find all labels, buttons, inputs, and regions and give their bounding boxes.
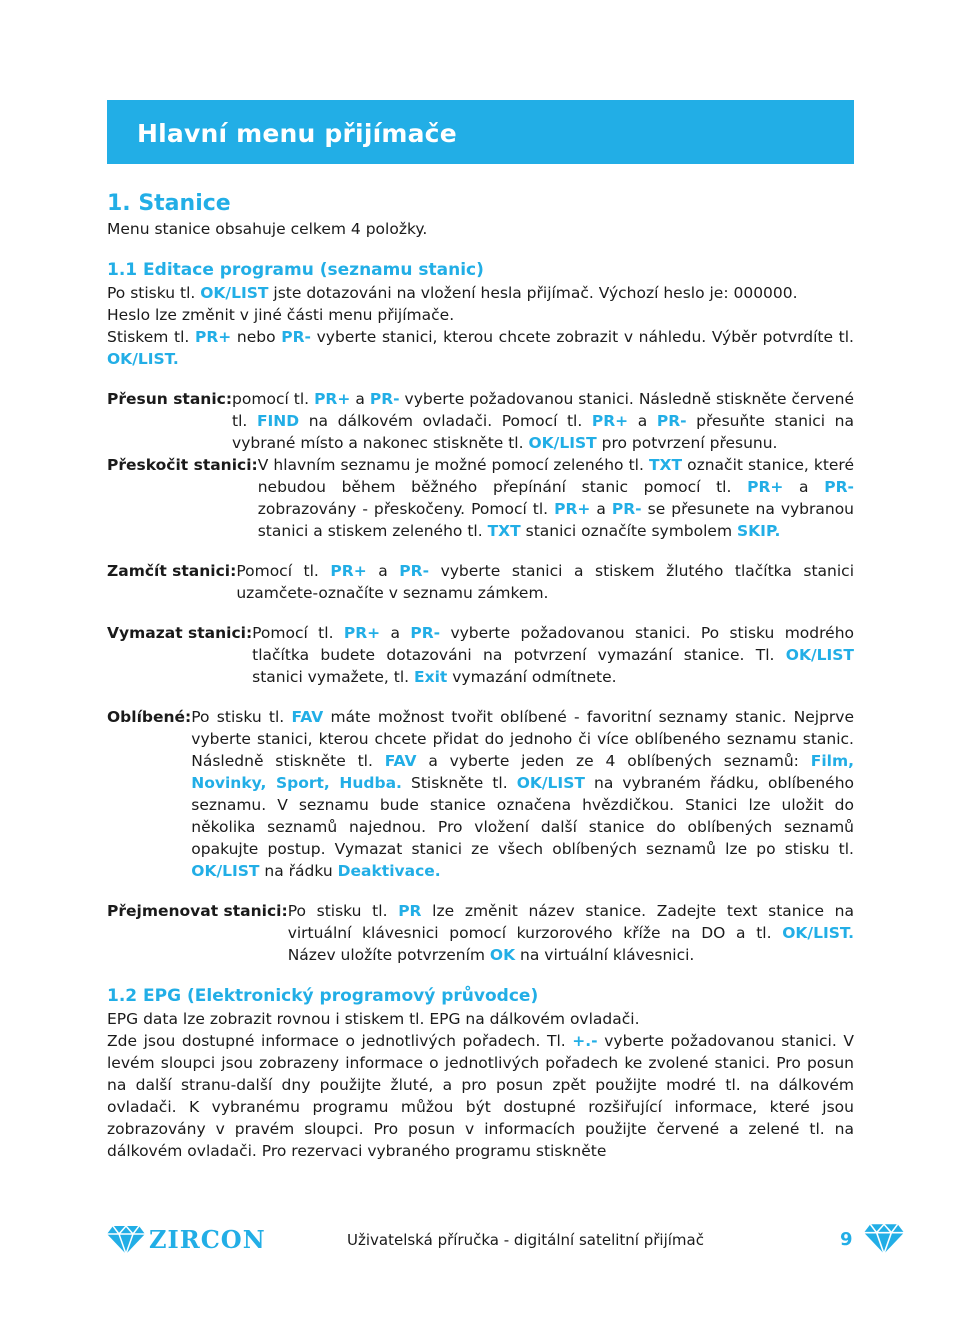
- definition-vymazat: [107, 622, 854, 688]
- definition-preskocit: [107, 454, 854, 542]
- term-vymazat: Vymazat stanici:: [107, 624, 253, 642]
- diamond-icon: [107, 1226, 145, 1254]
- term-oblibene: Oblíbené:: [107, 708, 192, 726]
- definition-presun: [107, 388, 854, 454]
- definition-oblibene: [107, 706, 854, 882]
- header-banner: [107, 100, 854, 164]
- term-presun: Přesun stanic:: [107, 390, 233, 408]
- definition-prejmenovat: [107, 900, 854, 966]
- editace-para-3: Stiskem tl. PR+ nebo PR- vyberte stanici, kterou chcete zobrazit v náhledu. Výběr potvrdíte tl. OK/LIST.: [107, 328, 854, 368]
- editace-para-1: Po stisku tl. OK/LIST jste dotazováni na vložení hesla přijímač. Výchozí heslo je: 000000.: [107, 284, 798, 302]
- term-prejmenovat: Přejmenovat stanici:: [107, 902, 288, 920]
- desc-oblibene: Po stisku tl. FAV máte možnost tvořit oblíbené - favoritní seznamy stanic. Nejprve vyberte stanici, kterou chcete přidat do jednoho či více oblíbeného seznamu stanic. Následně stiskněte tl. FAV a vyberte jeden ze 4 oblíbených seznamů: Film, Novinky, Sport, Hudba. Stiskněte tl. OK/LIST na vybraném řádku, oblíbeného seznamu. V seznamu bude stanice označena hvězdičkou. Stanici lze uložit do několika seznamů najednou. Pro vložení další stanice do oblíbených seznamů opakujte postup. Vymazat stanici ze všech oblíbených seznamů lze po stisku tl. OK/LIST na řádku Deaktivace.: [191, 708, 855, 880]
- desc-presun: pomocí tl. PR+ a PR- vyberte požadovanou stanici. Následně stiskněte červené tl. FIND na dálkovém ovladači. Pomocí tl. PR+ a PR- přesuňte stanici na vybrané místo a nakonec stiskněte tl. OK/LIST pro potvrzení přesunu.: [232, 390, 854, 452]
- epg-para-1: EPG data lze zobrazit rovnou i stiskem tl. EPG na dálkovém ovladači.: [107, 1010, 640, 1028]
- main-content: [107, 190, 854, 1162]
- definition-zamcit: [107, 560, 854, 604]
- logo-text: ZIRCON: [149, 1225, 266, 1254]
- term-preskocit: Přeskočit stanici:: [107, 456, 258, 474]
- page-number: 9: [840, 1229, 853, 1250]
- page-footer: [107, 1225, 873, 1255]
- desc-prejmenovat: Po stisku tl. PR lze změnit název stanice. Zadejte text stanice na virtuální klávesnici pomocí kurzorového kříže na DO a tl. OK/LIST. Název uložíte potvrzením OK na virtuální klávesnici.: [287, 902, 854, 964]
- section-intro: Menu stanice obsahuje celkem 4 položky.: [107, 220, 428, 238]
- desc-vymazat: Pomocí tl. PR+ a PR- vyberte požadovanou stanici. Po stisku modrého tlačítka budete dotazováni na potvrzení vymazání stanice. Tl. OK/LIST stanici vymažete, tl. Exit vymazání odmítnete.: [252, 624, 854, 686]
- diamond-icon: [864, 1223, 904, 1255]
- page-title: Hlavní menu přijímače: [137, 119, 457, 148]
- zircon-logo: [107, 1225, 266, 1254]
- subsection-title-editace: 1.1 Editace programu (seznamu stanic): [107, 260, 484, 280]
- subsection-title-epg: 1.2 EPG (Elektronický programový průvodce): [107, 986, 539, 1006]
- term-zamcit: Zamčít stanici:: [107, 562, 237, 580]
- epg-para-2: Zde jsou dostupné informace o jednotlivých pořadech. Tl. +.- vyberte požadovanou stanici. V levém sloupci jsou zobrazeny informace o jednotlivých pořadech ke zvolené stanici. Pro posun na další stranu-další dny použijte žluté, a pro posun zpět použijte modré tl. na dálkovém ovladači. K vybranému programu můžou být dostupné rozšiřující informace, které jsou zobrazovány v pravém sloupci. Pro posun v informacích použijte červené a zelené tl. na dálkovém ovladači. Pro rezervaci vybraného programu stiskněte: [107, 1032, 854, 1160]
- desc-preskocit: V hlavním seznamu je možné pomocí zeleného tl. TXT označit stanice, které nebudou během běžného přepínání stanic pomocí tl. PR+ a PR- zobrazovány - přeskočeny. Pomocí tl. PR+ a PR- se přesunete na vybranou stanici a stiskem zeleného tl. TXT stanici označíte symbolem SKIP.: [257, 456, 855, 540]
- section-title-stanice: 1. Stanice: [107, 191, 231, 216]
- desc-zamcit: Pomocí tl. PR+ a PR- vyberte stanici a stiskem žlutého tlačítka stanici uzamčete-označíte v seznamu zámkem.: [236, 562, 855, 602]
- footer-caption: Uživatelská příručka - digitální satelitní přijímač: [347, 1231, 704, 1249]
- editace-para-2: Heslo lze změnit v jiné části menu přijímače.: [107, 306, 455, 324]
